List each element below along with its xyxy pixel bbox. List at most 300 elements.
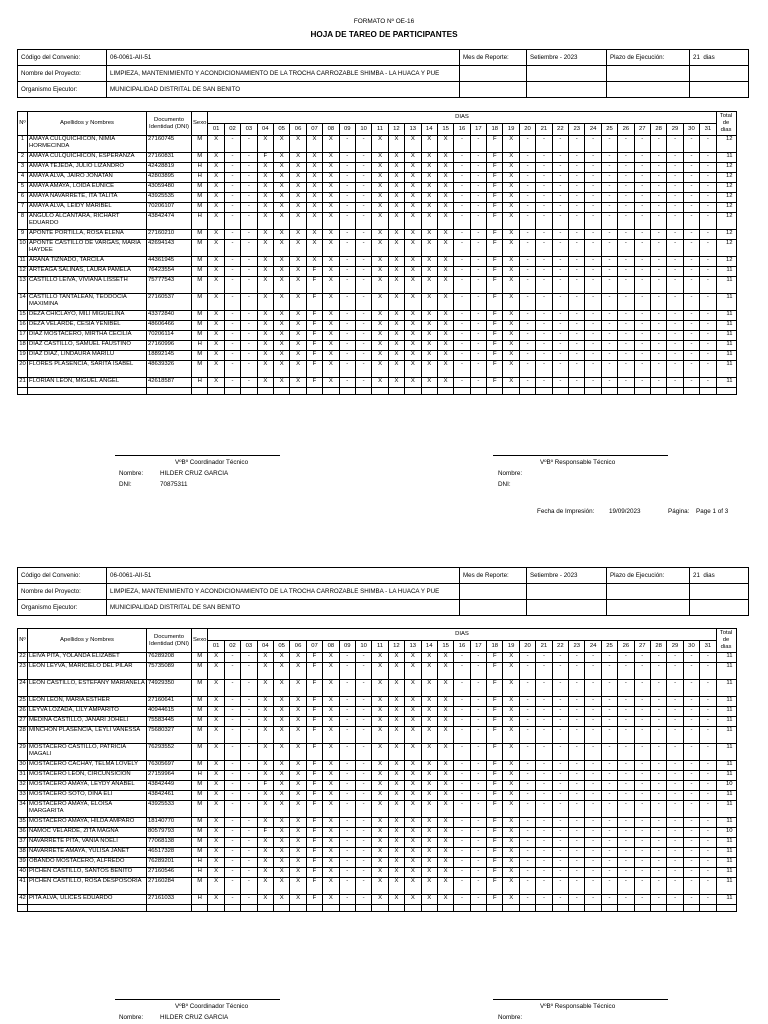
day-cell: - (224, 818, 240, 828)
attendance-table (17, 111, 737, 395)
day-cell: - (700, 697, 716, 707)
day-cell: - (601, 707, 617, 717)
participant-sexo: M (192, 321, 208, 331)
day-cell: - (339, 378, 355, 388)
participant-dni: 77068138 (147, 838, 192, 848)
day-cell: - (536, 173, 552, 183)
row-number: 26 (18, 707, 28, 717)
day-cell: X (421, 878, 437, 895)
table-row (18, 230, 737, 240)
day-cell: X (405, 707, 421, 717)
day-cell: - (470, 257, 486, 267)
day-cell: - (601, 321, 617, 331)
day-cell: X (372, 848, 388, 858)
day-cell: - (470, 294, 486, 311)
day-cell: - (618, 230, 634, 240)
plazo-label: Plazo de Ejecución: (607, 50, 690, 66)
participant-name: AMAYA AMAYA, LOIDA EUNICE (28, 183, 147, 193)
day-cell: X (208, 193, 224, 203)
day-cell: - (569, 378, 585, 388)
col-name-header: Apellidos y Nombres (28, 112, 147, 136)
day-cell: X (437, 257, 453, 267)
day-cell: - (355, 828, 371, 838)
participant-name: PICHEN CASTILLO, SANTOS BENITO (28, 868, 147, 878)
day-cell: - (634, 321, 650, 331)
day-cell: X (274, 653, 290, 663)
participant-dni: 27160996 (147, 341, 192, 351)
day-cell: - (454, 848, 470, 858)
day-cell: X (503, 653, 519, 663)
participant-sexo: M (192, 838, 208, 848)
day-cell: - (355, 868, 371, 878)
day-cell: - (224, 341, 240, 351)
day-cell: - (650, 781, 666, 791)
day-cell: - (634, 818, 650, 828)
day-cell: X (405, 801, 421, 818)
day-cell: - (552, 663, 568, 680)
day-cell: F (487, 828, 503, 838)
participant-dni: 76289201 (147, 858, 192, 868)
day-cell: - (519, 153, 535, 163)
participant-sexo: H (192, 858, 208, 868)
day-cell: X (437, 378, 453, 388)
day-cell: - (683, 277, 699, 294)
day-cell: - (650, 858, 666, 868)
day-cell: X (290, 136, 306, 153)
table-row (18, 838, 737, 848)
day-cell: X (421, 378, 437, 388)
day-cell: F (306, 895, 322, 905)
coord-nombre-label: Nombre: (119, 1014, 144, 1021)
mes-value: Setiembre - 2023 (527, 568, 607, 584)
day-cell: - (339, 294, 355, 311)
day-cell: - (585, 653, 601, 663)
day-cell: - (519, 277, 535, 294)
day-cell: - (552, 868, 568, 878)
day-cell: - (224, 848, 240, 858)
col-name-header: Apellidos y Nombres (28, 629, 147, 653)
day-cell: - (241, 277, 257, 294)
day-cell: - (634, 727, 650, 744)
day-cell: X (437, 761, 453, 771)
row-number: 32 (18, 781, 28, 791)
attendance-table (17, 628, 737, 912)
day-cell: X (421, 697, 437, 707)
day-cell: X (274, 868, 290, 878)
day-cell: - (667, 203, 683, 213)
day-cell: - (552, 311, 568, 321)
participant-dni: 27160210 (147, 230, 192, 240)
day-cell: X (290, 761, 306, 771)
day-cell: X (274, 240, 290, 257)
day-cell: - (552, 801, 568, 818)
day-cell: X (503, 213, 519, 230)
day-cell: X (437, 331, 453, 341)
day-cell: X (323, 878, 339, 895)
day-cell: X (323, 203, 339, 213)
day-cell: X (257, 697, 273, 707)
day-cell: F (306, 294, 322, 311)
row-total: 11 (716, 331, 736, 341)
day-cell: X (323, 331, 339, 341)
day-cell: - (552, 818, 568, 828)
day-cell: X (405, 848, 421, 858)
day-cell: - (355, 744, 371, 761)
day-cell: - (454, 277, 470, 294)
day-cell: - (536, 294, 552, 311)
day-cell: - (650, 230, 666, 240)
day-cell: F (257, 781, 273, 791)
day-cell: X (405, 193, 421, 203)
day-header-15: 15 (437, 641, 453, 653)
row-total: 12 (716, 257, 736, 267)
day-cell: X (421, 717, 437, 727)
day-cell: X (257, 203, 273, 213)
day-cell: X (388, 163, 404, 173)
day-cell: - (470, 183, 486, 193)
day-header-05: 05 (274, 124, 290, 136)
day-cell: X (323, 801, 339, 818)
day-cell: X (257, 868, 273, 878)
day-cell: - (601, 868, 617, 878)
day-cell: X (503, 697, 519, 707)
day-cell: - (241, 331, 257, 341)
day-cell: X (437, 801, 453, 818)
day-cell: X (306, 136, 322, 153)
day-cell: - (224, 183, 240, 193)
day-cell: X (208, 848, 224, 858)
day-cell: - (667, 818, 683, 828)
day-cell: - (569, 341, 585, 351)
plazo-value: 21 dias (690, 50, 749, 66)
day-cell: - (683, 818, 699, 828)
day-cell: - (552, 331, 568, 341)
day-cell: - (552, 791, 568, 801)
day-cell: X (274, 230, 290, 240)
day-cell: X (257, 848, 273, 858)
day-cell: - (519, 828, 535, 838)
day-cell: X (290, 193, 306, 203)
day-cell: - (601, 294, 617, 311)
day-cell: X (503, 828, 519, 838)
day-cell: - (355, 230, 371, 240)
day-cell: - (224, 163, 240, 173)
day-cell: - (454, 257, 470, 267)
day-cell: - (241, 153, 257, 163)
day-cell: X (388, 257, 404, 267)
day-cell: - (683, 213, 699, 230)
plazo-value: 21 dias (690, 568, 749, 584)
day-cell: X (421, 895, 437, 905)
day-cell: X (405, 895, 421, 905)
participant-dni: 80579793 (147, 828, 192, 838)
day-cell: X (437, 868, 453, 878)
day-cell: X (388, 828, 404, 838)
day-cell: - (355, 163, 371, 173)
day-cell: X (437, 663, 453, 680)
day-cell: - (634, 771, 650, 781)
day-header-28: 28 (650, 641, 666, 653)
participant-dni: 27160284 (147, 878, 192, 895)
day-cell: X (503, 257, 519, 267)
day-cell: - (585, 878, 601, 895)
day-cell: - (241, 351, 257, 361)
row-total: 12 (716, 193, 736, 203)
row-total: 11 (716, 680, 736, 697)
table-row (18, 801, 737, 818)
row-total: 11 (716, 378, 736, 388)
day-cell: - (470, 361, 486, 378)
participant-dni: 27160546 (147, 868, 192, 878)
day-cell: - (519, 761, 535, 771)
day-cell: - (355, 680, 371, 697)
day-cell: - (618, 321, 634, 331)
day-cell: X (290, 341, 306, 351)
day-cell: X (503, 240, 519, 257)
day-cell: X (503, 294, 519, 311)
day-cell: - (683, 331, 699, 341)
day-cell: - (454, 818, 470, 828)
day-cell: X (372, 744, 388, 761)
day-cell: X (437, 697, 453, 707)
day-cell: X (257, 361, 273, 378)
day-cell: X (208, 331, 224, 341)
day-cell: - (241, 663, 257, 680)
day-cell: - (241, 868, 257, 878)
day-cell: - (470, 680, 486, 697)
participant-sexo: M (192, 136, 208, 153)
day-cell: - (683, 858, 699, 868)
day-cell: X (503, 707, 519, 717)
day-cell: X (405, 230, 421, 240)
day-cell: X (208, 378, 224, 388)
day-cell: - (683, 895, 699, 905)
day-cell: - (536, 838, 552, 848)
day-cell: - (224, 311, 240, 321)
proyecto-value: LIMPIEZA, MANTENIMIENTO Y ACONDICIONAMIENTO DE LA TROCHA CARROZABLE SHIMBA - LA HUACA Y PUE (107, 66, 460, 82)
day-cell: - (454, 680, 470, 697)
day-cell: X (306, 183, 322, 193)
day-cell: - (470, 828, 486, 838)
day-cell: - (552, 240, 568, 257)
day-cell: - (683, 378, 699, 388)
day-cell: - (454, 663, 470, 680)
day-cell: - (683, 341, 699, 351)
day-cell: F (487, 848, 503, 858)
row-total: 11 (716, 744, 736, 761)
row-number: 14 (18, 294, 28, 311)
day-header-13: 13 (405, 124, 421, 136)
row-number: 22 (18, 653, 28, 663)
participant-sexo: M (192, 331, 208, 341)
day-cell: - (601, 183, 617, 193)
day-cell: - (585, 331, 601, 341)
day-cell: X (388, 213, 404, 230)
table-row (18, 848, 737, 858)
day-cell: X (421, 727, 437, 744)
day-cell: - (454, 744, 470, 761)
day-cell: - (519, 267, 535, 277)
proyecto-label: Nombre del Proyecto: (18, 584, 107, 600)
day-cell: - (241, 771, 257, 781)
day-cell: - (241, 781, 257, 791)
day-cell: - (552, 771, 568, 781)
day-cell: - (536, 878, 552, 895)
day-cell: F (306, 761, 322, 771)
row-number: 39 (18, 858, 28, 868)
day-cell: - (536, 781, 552, 791)
participant-dni: 43059480 (147, 183, 192, 193)
day-cell: X (421, 193, 437, 203)
participant-dni: 27160831 (147, 153, 192, 163)
day-cell: - (634, 781, 650, 791)
day-cell: X (290, 653, 306, 663)
day-cell: X (405, 341, 421, 351)
day-cell: - (470, 240, 486, 257)
day-cell: X (257, 321, 273, 331)
day-cell: - (650, 828, 666, 838)
participant-name: FLORIAN LEON, MIGUEL ANGEL (28, 378, 147, 388)
day-cell: - (224, 895, 240, 905)
day-cell: - (683, 707, 699, 717)
day-cell: - (585, 153, 601, 163)
day-cell: - (667, 717, 683, 727)
day-header-30: 30 (683, 641, 699, 653)
day-cell: X (257, 240, 273, 257)
day-cell: X (290, 744, 306, 761)
participant-sexo: M (192, 653, 208, 663)
day-cell: - (224, 727, 240, 744)
participant-dni: 27161033 (147, 895, 192, 905)
day-cell: X (421, 791, 437, 801)
day-cell: - (224, 240, 240, 257)
day-cell: X (323, 895, 339, 905)
day-cell: - (601, 744, 617, 761)
day-cell: X (437, 321, 453, 331)
day-cell: - (601, 213, 617, 230)
day-cell: - (241, 727, 257, 744)
participant-name: MINCHON PLASENCIA, LEYLI VANESSA (28, 727, 147, 744)
day-header-26: 26 (618, 124, 634, 136)
row-total: 10 (716, 828, 736, 838)
day-cell: - (585, 294, 601, 311)
row-total: 12 (716, 173, 736, 183)
day-cell: - (241, 193, 257, 203)
day-cell: F (487, 761, 503, 771)
day-cell: X (388, 818, 404, 828)
day-cell: X (274, 791, 290, 801)
day-header-01: 01 (208, 641, 224, 653)
day-cell: X (437, 294, 453, 311)
day-cell: X (405, 858, 421, 868)
day-cell: - (650, 331, 666, 341)
day-cell: X (388, 791, 404, 801)
day-cell: - (355, 213, 371, 230)
row-number: 28 (18, 727, 28, 744)
day-cell: X (372, 781, 388, 791)
row-total: 11 (716, 717, 736, 727)
row-total: 12 (716, 183, 736, 193)
day-cell: X (208, 653, 224, 663)
participant-name: AMAYA ALVA, JAIRO JONATAN (28, 173, 147, 183)
day-cell: - (355, 351, 371, 361)
table-row (18, 321, 737, 331)
participant-name: MOSTACERO AMAYA, LEYDY ANABEL (28, 781, 147, 791)
day-cell: - (339, 321, 355, 331)
day-cell: X (503, 868, 519, 878)
day-header-04: 04 (257, 641, 273, 653)
day-cell: X (290, 163, 306, 173)
day-cell: - (454, 878, 470, 895)
day-cell: - (683, 663, 699, 680)
day-cell: - (536, 895, 552, 905)
day-cell: - (552, 680, 568, 697)
col-dni-header: Documento Identidad (DNI) (147, 112, 192, 136)
day-cell: - (454, 858, 470, 868)
day-cell: X (437, 361, 453, 378)
day-cell: - (519, 351, 535, 361)
day-cell: X (437, 183, 453, 193)
mes-label: Mes de Reporte: (460, 50, 527, 66)
day-cell: - (683, 744, 699, 761)
day-cell: F (487, 868, 503, 878)
day-cell: - (618, 727, 634, 744)
day-cell: - (569, 361, 585, 378)
participant-dni: 44361945 (147, 257, 192, 267)
day-cell: X (323, 153, 339, 163)
participant-name: MOSTACERO LEON, CIRCUNSICION (28, 771, 147, 781)
row-number: 8 (18, 213, 28, 230)
day-cell: X (323, 744, 339, 761)
day-cell: X (306, 213, 322, 230)
day-cell: - (536, 361, 552, 378)
day-cell: - (241, 707, 257, 717)
day-header-19: 19 (503, 124, 519, 136)
day-cell: X (503, 361, 519, 378)
day-cell: - (667, 707, 683, 717)
day-cell: - (355, 727, 371, 744)
row-number: 40 (18, 868, 28, 878)
day-cell: X (503, 203, 519, 213)
day-cell: X (274, 707, 290, 717)
day-cell: - (601, 653, 617, 663)
day-cell: X (421, 183, 437, 193)
day-cell: F (487, 136, 503, 153)
day-cell: - (683, 878, 699, 895)
day-cell: - (569, 801, 585, 818)
table-row (18, 818, 737, 828)
day-cell: X (388, 240, 404, 257)
row-number: 13 (18, 277, 28, 294)
day-header-24: 24 (585, 124, 601, 136)
day-cell: - (700, 361, 716, 378)
day-cell: X (421, 341, 437, 351)
row-number: 16 (18, 321, 28, 331)
table-row (18, 153, 737, 163)
day-cell: X (323, 858, 339, 868)
day-cell: - (339, 240, 355, 257)
day-cell: X (290, 203, 306, 213)
day-cell: - (519, 136, 535, 153)
participant-name: LEON LEYVA, MARICIELO DEL PILAR (28, 663, 147, 680)
day-header-26: 26 (618, 641, 634, 653)
row-total: 11 (716, 771, 736, 781)
day-cell: X (421, 761, 437, 771)
day-cell: - (650, 761, 666, 771)
day-cell: - (618, 257, 634, 267)
day-cell: - (618, 653, 634, 663)
day-cell: F (487, 173, 503, 183)
